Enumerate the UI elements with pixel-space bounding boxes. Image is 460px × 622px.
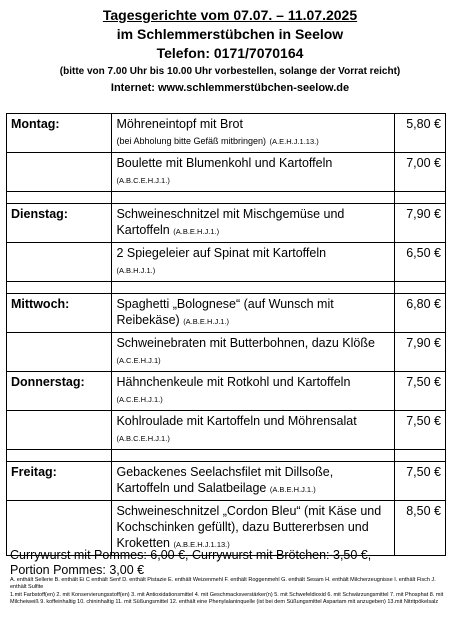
dish-name: Boulette mit Blumenkohl und Kartoffeln	[116, 156, 333, 170]
allergen-codes: (A.B.E.H.J.1.13.)	[173, 540, 230, 549]
extras-text	[10, 548, 450, 578]
allergen-codes: (A.E.H.J.1.13.)	[269, 137, 319, 146]
allergen-list: A. enthält Sellerie B. enthält Ei C enthält Senf D. enthält Pistazie E. enthält Weizenmehl F. enthält Roggenmehl G. enthält Sesam H. enthält Milcherzeugnisse I. enthält Fisch J. enthält Sulfite	[10, 577, 436, 591]
additive-list: 1.mit Farbstoff(en) 2. mit Konservierungsstoff(en) 3. mit Antioxidationsmittel 4. mit Geschmacksverstärker(n) 5. mit Schwefeldioxid 6. mit Schwärzungsmittel 7. mit Phosphat 8. mit Milcheiweiß 9. koffeinhaltig 10. chininhaltig 11. mit Süßungsmittel 12. enthält eine Phenylalaninquelle (ist bei dem Süßungsmittel Aspartam mit anzugeben) 13.mit Nitritpökelsalz	[10, 591, 444, 605]
website-line: Internet: www.schlemmerstübchen-seelow.de	[110, 82, 350, 94]
spacer-row	[7, 282, 446, 294]
dish-price: 7,50 €	[394, 411, 445, 450]
spacer-row	[7, 192, 446, 204]
table-row	[7, 243, 446, 282]
dish-name: Spaghetti „Bolognese“ (auf Wunsch mit Reibekäse)	[116, 297, 334, 327]
allergen-legend	[10, 577, 450, 606]
dish-cell	[112, 333, 394, 372]
spacer-row	[7, 450, 446, 462]
dish-name: Möhreneintopf mit Brot	[116, 117, 243, 131]
dish-price: 7,00 €	[394, 153, 445, 192]
allergen-codes: (A.B.E.H.J.1.)	[173, 227, 220, 236]
table-row	[7, 333, 446, 372]
day-label: Donnerstag:	[7, 372, 112, 411]
dish-name: Schweineschnitzel mit Mischgemüse und Kartoffeln	[116, 207, 345, 237]
dish-price: 8,50 €	[394, 501, 445, 556]
dish-name: Gebackenes Seelachsfilet mit Dillsoße, Kartoffeln und Salatbeilage	[116, 465, 334, 495]
table-row	[7, 204, 446, 243]
table-row	[7, 462, 446, 501]
dish-cell	[112, 243, 394, 282]
dish-name: Schweinebraten mit Butterbohnen, dazu Klöße	[116, 336, 375, 350]
phone-line: Telefon: 0171/7070164	[156, 45, 304, 61]
day-label: Freitag:	[7, 462, 112, 501]
table-row	[7, 294, 446, 333]
dish-price: 6,80 €	[394, 294, 445, 333]
location-line: im Schlemmerstübchen in Seelow	[116, 26, 344, 42]
dish-price: 7,50 €	[394, 462, 445, 501]
dish-cell	[112, 114, 394, 153]
dish-name: Hähnchenkeule mit Rotkohl und Kartoffeln	[116, 375, 351, 389]
dish-note: (bei Abholung bitte Gefäß mitbringen)	[116, 136, 267, 146]
dish-price: 7,90 €	[394, 333, 445, 372]
dish-price: 6,50 €	[394, 243, 445, 282]
dish-cell	[112, 411, 394, 450]
day-label: Dienstag:	[7, 204, 112, 243]
dish-price: 7,90 €	[394, 204, 445, 243]
allergen-codes: (A.B.E.H.J.1.)	[183, 317, 230, 326]
order-note: (bitte von 7.00 Uhr bis 10.00 Uhr vorbestellen, solange der Vorrat reicht)	[59, 66, 401, 77]
menu-table	[6, 113, 446, 556]
table-row	[7, 114, 446, 153]
currywurst-line: Currywurst mit Pommes: 6,00 €, Currywurst mit Brötchen: 3,50 €,	[10, 548, 372, 562]
dish-name: Schweineschnitzel „Cordon Bleu“ (mit Käse und Kochschinken gefüllt), dazu Buttererbsen und Kroketten	[116, 504, 382, 550]
day-label: Mittwoch:	[7, 294, 112, 333]
allergen-codes: (A.C.E.H.J.1.)	[116, 395, 163, 404]
dish-cell	[112, 153, 394, 192]
dish-cell	[112, 204, 394, 243]
allergen-codes: (A.B.C.E.H.J.1.)	[116, 176, 170, 185]
dish-cell	[112, 372, 394, 411]
pommes-line: Portion Pommes: 3,00 €	[10, 563, 145, 577]
dish-cell	[112, 462, 394, 501]
dish-name: Kohlroulade mit Kartoffeln und Möhrensalat	[116, 414, 357, 428]
dish-price: 7,50 €	[394, 372, 445, 411]
table-row	[7, 411, 446, 450]
allergen-codes: (A.B.E.H.J.1.)	[269, 485, 316, 494]
table-row	[7, 372, 446, 411]
page-title: Tagesgerichte vom 07.07. – 11.07.2025	[102, 7, 358, 23]
dish-cell	[112, 294, 394, 333]
dish-price: 5,80 €	[394, 114, 445, 153]
allergen-codes: (A.B.H.J.1.)	[116, 266, 156, 275]
allergen-codes: (A.C.E.H.J.1)	[116, 356, 161, 365]
allergen-codes: (A.B.C.E.H.J.1.)	[116, 434, 170, 443]
table-row	[7, 153, 446, 192]
dish-name: 2 Spiegeleier auf Spinat mit Kartoffeln	[116, 246, 327, 260]
day-label: Montag:	[7, 114, 112, 153]
